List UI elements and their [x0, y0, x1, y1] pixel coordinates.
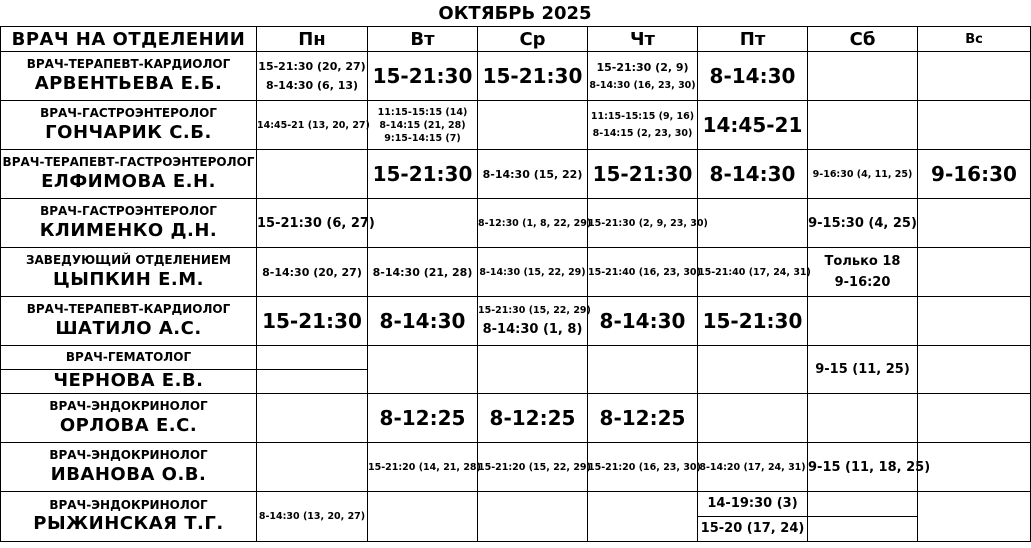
schedule-cell-sat	[808, 297, 918, 346]
schedule-line: 8-14:30 (6, 13)	[265, 79, 359, 92]
schedule-cell-sun	[918, 52, 1031, 101]
schedule-line: Только 18	[824, 254, 901, 269]
doctor-name: КЛИМЕНКО Д.Н.	[39, 219, 218, 241]
table-row	[1, 443, 1031, 492]
schedule-cell-tue: 8-14:30 (21, 28)	[368, 248, 478, 297]
header-day-thu: Чт	[588, 27, 698, 52]
doctor-role: ВРАЧ-ГАСТРОЭНТЕРОЛОГ	[40, 204, 217, 219]
page-title: ОКТЯБРЬ 2025	[438, 3, 592, 24]
schedule-cell-sun	[918, 394, 1031, 443]
schedule-cell-sat	[808, 248, 918, 297]
schedule-cell-fri: 8-14:30	[698, 150, 808, 199]
table-row	[1, 52, 1031, 101]
schedule-cell-fri	[698, 394, 808, 443]
schedule-cell-mon: 14:45-21 (13, 20, 27)	[257, 101, 368, 150]
table-row	[1, 297, 1031, 346]
schedule-cell-mon	[257, 394, 368, 443]
schedule-cell-sat: 9-15 (11, 18, 25)	[808, 443, 918, 492]
schedule-cell-fri: 15-21:40 (17, 24, 31)	[698, 248, 808, 297]
cell-blank	[808, 517, 917, 541]
schedule-line: 11:15-15:15 (14)	[377, 106, 468, 118]
doctor-cell	[1, 492, 257, 542]
doctor-name: ЦЫПКИН Е.М.	[53, 268, 204, 290]
table-row	[1, 346, 1031, 370]
header-day-mon: Пн	[257, 27, 368, 52]
schedule-cell-mon	[257, 443, 368, 492]
schedule-cell-sun	[918, 492, 1031, 542]
schedule-cell-fri	[698, 346, 808, 394]
doctor-role: ВРАЧ-ЭНДОКРИНОЛОГ	[49, 399, 208, 414]
schedule-cell-thu: 8-14:30	[588, 297, 698, 346]
schedule-cell-sat	[808, 52, 918, 101]
schedule-cell-mon	[257, 370, 368, 394]
doctor-name: ЕЛФИМОВА Е.Н.	[41, 170, 216, 192]
table-row	[1, 150, 1031, 199]
header-doctor: ВРАЧ НА ОТДЕЛЕНИИ	[1, 27, 257, 52]
doctor-cell	[1, 150, 257, 199]
schedule-cell-tue	[368, 199, 478, 248]
schedule-cell-thu: 15-21:30	[588, 150, 698, 199]
header-day-wed: Ср	[478, 27, 588, 52]
schedule-cell-sun	[918, 101, 1031, 150]
schedule-cell-mon: 15-21:30 (6, 27)	[257, 199, 368, 248]
schedule-cell-sat: 9-16:30 (4, 11, 25)	[808, 150, 918, 199]
schedule-cell-thu: 15-21:30 (2, 9, 23, 30)	[588, 199, 698, 248]
schedule-cell-sun: 9-16:30	[918, 150, 1031, 199]
header-row	[1, 27, 1031, 52]
schedule-cell-mon: 8-14:30 (13, 20, 27)	[257, 492, 368, 542]
doctor-role: ВРАЧ-ЭНДОКРИНОЛОГ	[49, 497, 208, 512]
schedule-cell-fri	[698, 199, 808, 248]
schedule-cell-mon: 15-21:30	[257, 297, 368, 346]
schedule-cell-wed: 15-21:30	[478, 52, 588, 101]
schedule-cell-sat	[808, 101, 918, 150]
schedule-cell-sat: 9-15:30 (4, 25)	[808, 199, 918, 248]
schedule-cell-wed	[478, 101, 588, 150]
doctor-name: ОРЛОВА Е.С.	[59, 414, 198, 436]
doctor-role: ЗАВЕДУЮЩИЙ ОТДЕЛЕНИЕМ	[25, 253, 231, 268]
doctor-role: ВРАЧ-ТЕРАПЕВТ-КАРДИОЛОГ	[26, 302, 231, 317]
schedule-line: 15-21:30 (2, 9)	[596, 61, 689, 74]
schedule-cell-mon	[257, 52, 368, 101]
schedule-cell-thu	[588, 52, 698, 101]
schedule-cell-tue: 15-21:30	[368, 150, 478, 199]
doctor-cell	[1, 394, 257, 443]
schedule-cell-mon: 8-14:30 (20, 27)	[257, 248, 368, 297]
table-row	[1, 248, 1031, 297]
schedule-cell-tue	[368, 346, 478, 394]
table-row	[1, 101, 1031, 150]
table-row	[1, 492, 1031, 542]
doctor-role: ВРАЧ-ТЕРАПЕВТ-КАРДИОЛОГ	[26, 57, 231, 72]
schedule-table	[0, 26, 1031, 542]
doctor-role: ВРАЧ-ЭНДОКРИНОЛОГ	[49, 448, 208, 463]
schedule-cell-thu	[588, 101, 698, 150]
header-day-sun: Вс	[918, 27, 1031, 52]
schedule-cell-mon	[257, 150, 368, 199]
doctor-name: ИВАНОВА О.В.	[50, 463, 207, 485]
schedule-cell-fri	[698, 492, 808, 542]
schedule-cell-sat	[808, 492, 918, 542]
schedule-cell-sun	[918, 297, 1031, 346]
schedule-line: 15-20 (17, 24)	[700, 521, 805, 536]
doctor-cell	[1, 297, 257, 346]
doctor-cell	[1, 199, 257, 248]
schedule-cell-wed: 15-21:20 (15, 22, 29)	[478, 443, 588, 492]
schedule-cell-sun	[918, 199, 1031, 248]
doctor-name: РЫЖИНСКАЯ Т.Г.	[33, 513, 224, 535]
doctor-cell	[1, 248, 257, 297]
schedule-cell-thu: 15-21:20 (16, 23, 30)	[588, 443, 698, 492]
schedule-line: 15-21:30 (15, 22, 29)	[478, 305, 591, 316]
schedule-cell-sat	[808, 394, 918, 443]
doctor-name: ГОНЧАРИК С.Б.	[45, 121, 212, 143]
schedule-cell-tue: 8-14:30	[368, 297, 478, 346]
schedule-line: 9-16:20	[834, 275, 891, 290]
schedule-line: 8-14:15 (2, 23, 30)	[592, 128, 693, 139]
doctor-role-cell	[1, 346, 257, 370]
table-row	[1, 394, 1031, 443]
schedule-cell-tue: 8-12:25	[368, 394, 478, 443]
schedule-cell-tue: 15-21:20 (14, 21, 28)	[368, 443, 478, 492]
schedule-cell-tue	[368, 492, 478, 542]
schedule-cell-wed: 8-12:25	[478, 394, 588, 443]
schedule-line: 11:15-15:15 (9, 16)	[590, 111, 695, 122]
doctor-cell	[1, 52, 257, 101]
header-day-tue: Вт	[368, 27, 478, 52]
schedule-cell-sun	[918, 443, 1031, 492]
schedule-cell-fri: 8-14:30	[698, 52, 808, 101]
doctor-name: АРВЕНТЬЕВА Е.Б.	[34, 72, 223, 94]
doctor-name: ЧЕРНОВА Е.В.	[53, 370, 204, 392]
doctor-role: ВРАЧ-ТЕРАПЕВТ-ГАСТРОЭНТЕРОЛОГ	[2, 155, 255, 170]
header-day-fri: Пт	[698, 27, 808, 52]
doctor-name-cell	[1, 370, 257, 394]
doctor-role: ВРАЧ-ГЕМАТОЛОГ	[65, 350, 192, 365]
table-row	[1, 199, 1031, 248]
schedule-cell-fri: 15-21:30	[698, 297, 808, 346]
schedule-cell-tue: 15-21:30	[368, 52, 478, 101]
doctor-cell	[1, 101, 257, 150]
schedule-cell-fri: 14:45-21	[698, 101, 808, 150]
schedule-line: 9:15-14:15 (7)	[384, 132, 461, 144]
schedule-cell-fri: 8-14:20 (17, 24, 31)	[698, 443, 808, 492]
schedule-cell-thu: 15-21:40 (16, 23, 30)	[588, 248, 698, 297]
schedule-line: 8-14:30 (1, 8)	[482, 322, 583, 337]
schedule-line: 14-19:30 (3)	[698, 492, 807, 517]
schedule-cell-wed	[478, 297, 591, 346]
schedule-cell-thu: 8-12:25	[588, 394, 698, 443]
schedule-line: 15-21:30 (20, 27)	[258, 60, 366, 73]
schedule-line: 8-14:15 (21, 28)	[379, 119, 466, 131]
schedule-cell-sat: 9-15 (11, 25)	[808, 346, 918, 394]
schedule-cell-wed: 8-12:30 (1, 8, 22, 29)	[478, 199, 588, 248]
schedule-cell-wed: 8-14:30 (15, 22)	[478, 150, 588, 199]
cell-divider	[808, 492, 917, 517]
schedule-cell-wed: 8-14:30 (15, 22, 29)	[478, 248, 588, 297]
schedule-line: 8-14:30 (16, 23, 30)	[589, 80, 696, 91]
schedule-cell-thu	[588, 346, 698, 394]
header-day-sat: Сб	[808, 27, 918, 52]
schedule-cell-sun	[918, 346, 1031, 394]
doctor-name: ШАТИЛО А.С.	[55, 317, 202, 339]
schedule-cell-tue	[368, 101, 478, 150]
schedule-cell-sun	[918, 248, 1031, 297]
doctor-cell	[1, 443, 257, 492]
schedule-cell-wed	[478, 346, 588, 394]
schedule-cell-thu	[588, 492, 698, 542]
schedule-cell-wed	[478, 492, 588, 542]
doctor-role: ВРАЧ-ГАСТРОЭНТЕРОЛОГ	[40, 106, 217, 121]
schedule-cell-mon	[257, 346, 368, 370]
